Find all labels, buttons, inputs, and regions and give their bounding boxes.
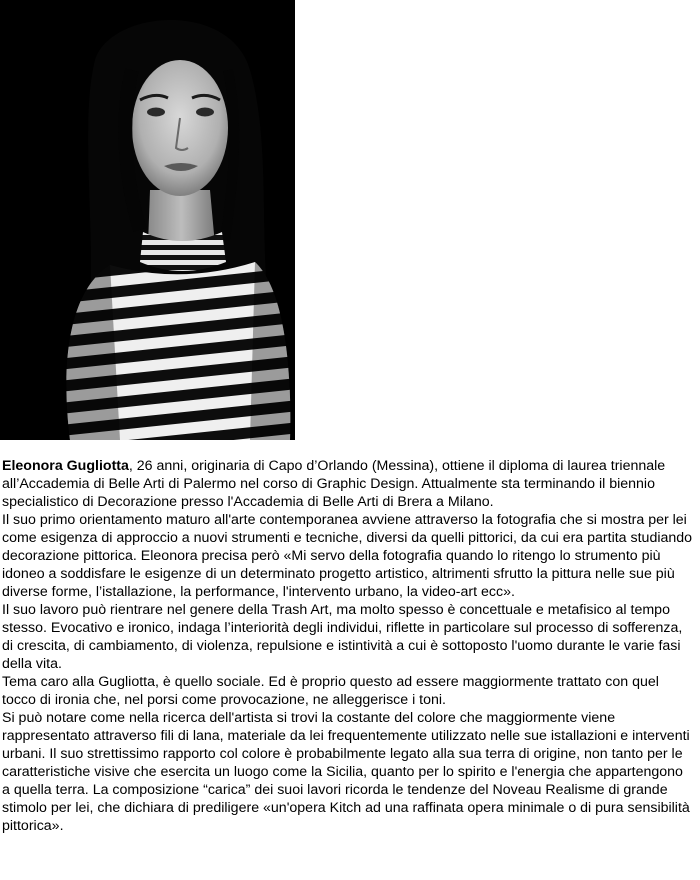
artist-name: Eleonora Gugliotta bbox=[2, 458, 129, 474]
bio-paragraph-5: Si può notare come nella ricerca dell'artista si trovi la costante del colore che maggiormente viene rappresentato attraverso fili di lana, materiale da lei frequentemente utilizzato nelle sue istallazioni e interventi urbani. Il suo strettissimo rapporto col colore è probabilmente legato alla sua terra di origine, non tanto per le caratteristiche visive che esercita un luogo come la Sicilia, quanto per lo spirito e l'energia che appartengono a quella terra. La composizione “carica” dei suoi lavori ricorda le tendenze del Noveau Realisme di grande stimolo per lei, che dichiara di prediligere «un'opera Kitch ad una raffinata opera minimale o di pura sensibilità pittorica». bbox=[2, 710, 690, 834]
bio-paragraph-3: Il suo lavoro può rientrare nel genere della Trash Art, ma molto spesso è concettuale e metafisico al tempo stesso. Evocativo e ironico, indaga l’interiorità degli individui, riflette in particolare sul processo di sofferenza, di crescita, di cambiamento, di violenza, repulsione e istintività a cui è sottoposto l'uomo durante le varie fasi della vita. bbox=[2, 602, 683, 672]
portrait-photo bbox=[0, 0, 295, 440]
bio-paragraph-4: Tema caro alla Gugliotta, è quello sociale. Ed è proprio questo ad essere maggiormente trattato con quel tocco di ironia che, nel porsi come provocazione, ne alleggerisce i toni. bbox=[2, 674, 659, 708]
bio-text bbox=[2, 457, 694, 835]
bio-paragraph-2: Il suo primo orientamento maturo all'arte contemporanea avviene attraverso la fotografia che si mostra per lei come esigenza di approccio a nuovi strumenti e tecniche, diversi da quelli pittorici, da cui era partita studiando decorazione pittorica. Eleonora precisa però «Mi servo della fotografia quando lo ritengo lo strumento più idoneo a soddisfare le esigenze di un determinato progetto artistico, altrimenti sfrutto la pittura nelle sue più diverse forme, l’istallazione, la performance, l'intervento urbano, la video-art ecc». bbox=[2, 512, 693, 600]
bio-intro-text: , 26 anni, originaria di Capo d’Orlando (Messina), ottiene il diploma di laurea triennale all’Accademia di Belle Arti di Palermo nel corso di Graphic Design. Attualmente sta terminando il biennio specialistico di Decorazione presso l'Accademia di Belle Arti di Brera a Milano. bbox=[2, 458, 666, 510]
bio-intro bbox=[2, 457, 694, 511]
